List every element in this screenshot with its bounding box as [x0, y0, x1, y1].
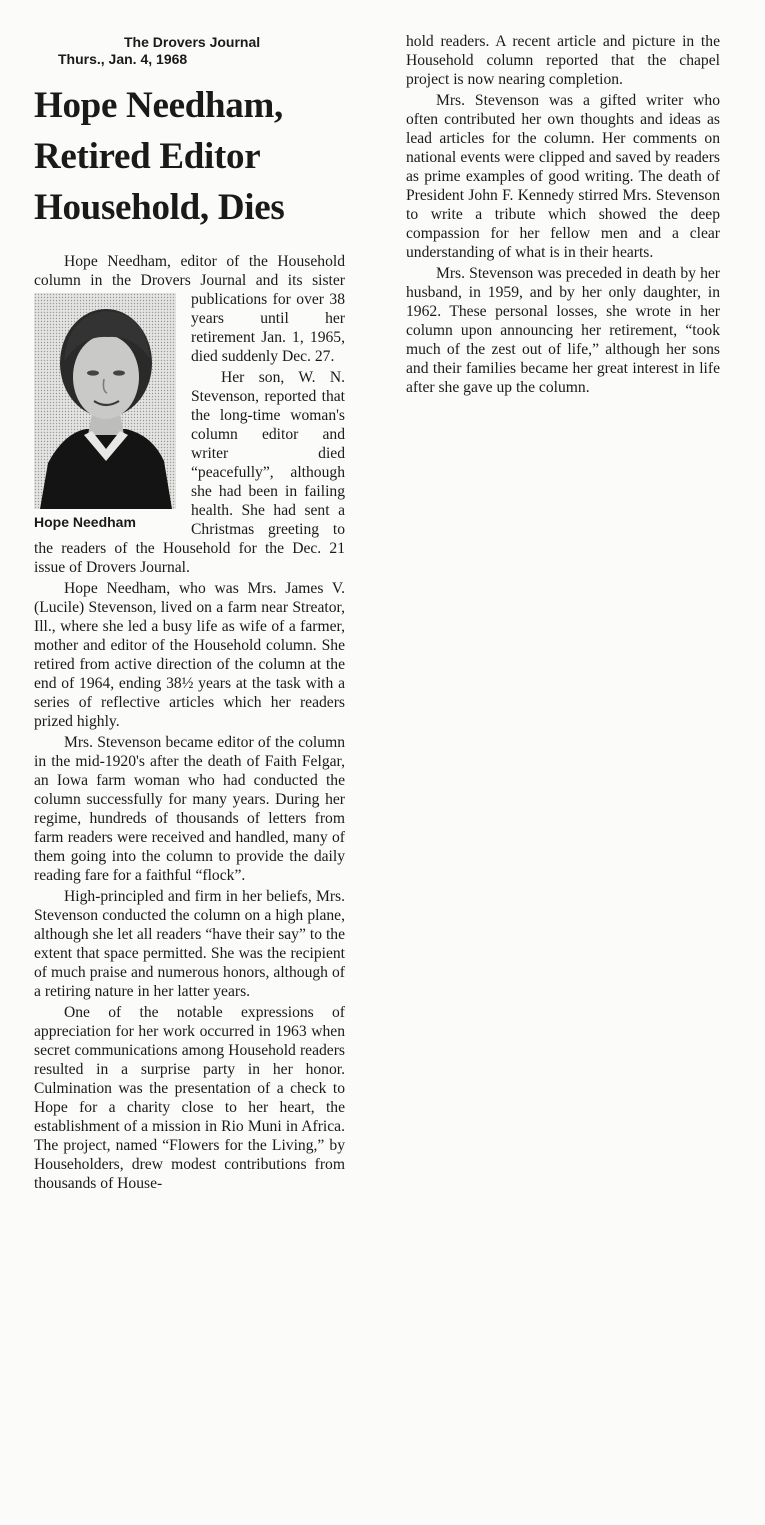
- paragraph: Hope Needham, editor of the Household column in the Drovers Journal and its sister publications Hope Needham for over 38 years until her retirement Jan. 1, 1965, died suddenly Dec. 27.: [34, 253, 345, 530]
- headline-line-1: Hope Needham,: [34, 85, 283, 126]
- paragraph: Mrs. Stevenson was preceded in death by her husband, in 1959, and by her only daughter, in 1962. These personal losses, she wrote in her column upon announcing her retirement, “took much of the zest out of life,” although her sons and their families became her great interest in life after she gave up the column.: [406, 265, 720, 396]
- paragraph: hold readers. A recent article and picture in the Household column reported that the chapel project is now nearing completion.: [406, 33, 720, 88]
- masthead: [58, 34, 308, 68]
- paragraph: High-principled and firm in her beliefs, Mrs. Stevenson conducted the column on a high plane, although she let all readers “have their say” to the extent that space permitted. She was the recipient of much praise and numerous honors, although of a retiring nature in her latter years.: [34, 888, 345, 1000]
- portrait-figure: [34, 293, 179, 531]
- paragraph: Hope Needham, who was Mrs. James V. (Lucile) Stevenson, lived on a farm near Streator, Ill., where she led a busy life as wife of a farmer, mother and editor of the Household column. She retired from active direction of the column at the end of 1964, ending 38½ years at the task with a series of reflective articles which her readers prized highly.: [34, 580, 345, 730]
- portrait-photo: [34, 293, 176, 509]
- issue-date: Thurs., Jan. 4, 1968: [58, 51, 188, 67]
- paragraph: Her son, W. N. Stevenson, reported that the long-time woman's column editor and writer died “peacefully”, although she had been in failing health. She had sent a Christmas greeting to the readers of the Household for the Dec. 21 issue of Drovers Journal.: [34, 369, 345, 576]
- paragraph: One of the notable expressions of appreciation for her work occurred in 1963 when secret communications among Household readers resulted in a surprise party in her honor. Culmination was the presentation of a check to Hope for a charity close to her heart, the establishment of a mission in Rio Muni in Africa. The project, named “Flowers for the Living,” by Householders, drew modest contributions from thousands of House-: [34, 1004, 345, 1192]
- headline-line-3: Household, Dies: [34, 187, 285, 228]
- article-column-1: [34, 252, 345, 1193]
- paragraph: Mrs. Stevenson became editor of the column in the mid-1920's after the death of Faith Felgar, an Iowa farm woman who had conducted the column successfully for many years. During her regime, hundreds of thousands of letters from farm readers were received and handled, many of them going into the column to provide the daily reading fare for a faithful “flock”.: [34, 734, 345, 884]
- portrait-caption: Hope Needham: [34, 514, 136, 530]
- article-column-2: [406, 32, 720, 397]
- paragraph: Mrs. Stevenson was a gifted writer who often contributed her own thoughts and ideas as lead articles for the column. Her comments on national events were clipped and saved by readers as prime examples of good writing. The death of President John F. Kennedy stirred Mrs. Stevenson to write a tribute which showed the deep compassion for her fellow men and a clear understanding of what is in their hearts.: [406, 92, 720, 261]
- headline-line-2: Retired Editor: [34, 136, 261, 177]
- article-headline: [34, 80, 364, 233]
- publication-name: The Drovers Journal: [124, 34, 261, 50]
